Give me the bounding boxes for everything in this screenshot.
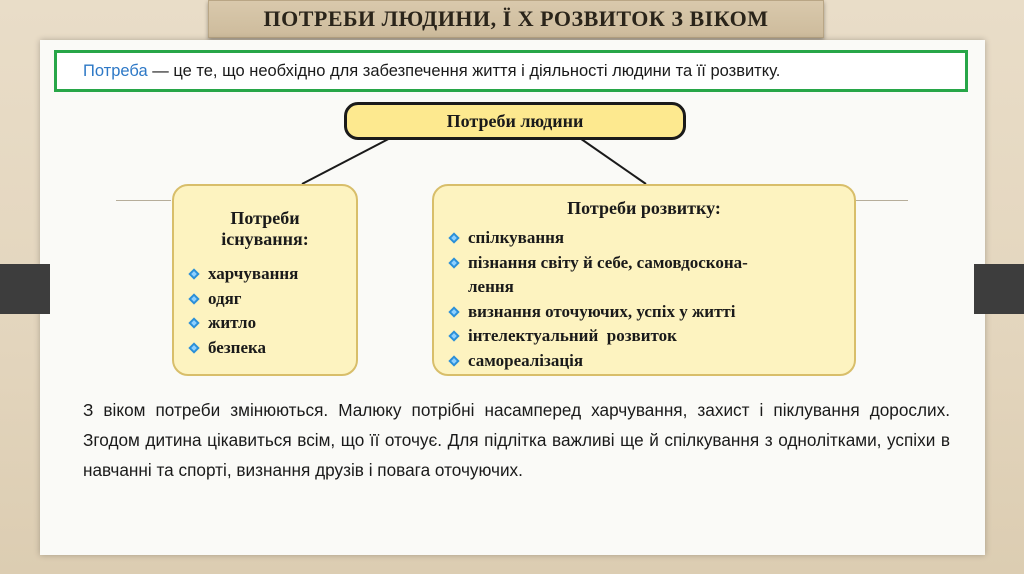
development-list [448,226,854,373]
existence-title [174,208,356,250]
diamond-bullet-icon [448,330,459,341]
development-title: Потреби розвитку: [567,198,721,218]
definition-box [54,50,968,92]
list-item [448,349,854,374]
needs-diagram [166,96,856,386]
list-item-text: інтелектуальний розвиток [468,326,677,345]
list-item-text: лення [468,277,514,296]
left-guide-line [116,200,171,201]
right-side-bar [974,264,1024,314]
existence-title-line1: Потреби [230,208,300,228]
diamond-bullet-icon [188,268,199,279]
existence-needs-card [172,184,358,376]
page-title: ПОТРЕБИ ЛЮДИНИ, Ї Х РОЗВИТОК З ВІКОМ [208,0,824,38]
list-item-text: визнання оточуючих, успіх у житті [468,301,736,321]
diamond-bullet-icon [188,342,199,353]
list-item-continuation [448,275,854,300]
existence-title-line2: існування: [221,229,309,249]
diamond-bullet-icon [448,355,459,366]
diamond-bullet-icon [188,317,199,328]
list-item-text: житло [208,313,257,332]
list-item [448,226,854,251]
list-item [448,251,854,276]
connector-right [574,134,646,184]
body-paragraph: З віком потреби змінюються. Малюку потрібні насамперед харчування, захист і піклування дорослих. Згодом дитина цікавиться всім, що її оточує. Для підлітка важливі ще й спілкування з однолітками, успіхи в навчанні та спорті, визнання друзів і повага оточуючих. [83,400,950,480]
connector-left [302,134,398,184]
diamond-bullet-icon [448,306,459,317]
existence-list [188,262,356,360]
list-item [448,300,854,325]
list-item [188,311,356,336]
definition-term: Потреба [83,62,148,80]
list-item [188,287,356,312]
list-item-text: спілкування [468,228,565,247]
diamond-bullet-icon [188,293,199,304]
right-guide-line [856,200,908,201]
list-item [188,336,356,361]
list-item [448,324,854,349]
list-item-text: харчування [208,264,299,283]
development-needs-card [432,184,856,376]
diamond-bullet-icon [448,232,459,243]
list-item-text: пізнання світу й себе, самовдоскона- [468,252,748,272]
list-item-text: одяг [208,288,242,308]
left-side-bar [0,264,50,314]
root-node: Потреби людини [344,102,686,140]
list-item-text: безпека [208,337,267,357]
diamond-bullet-icon [448,257,459,268]
list-item [188,262,356,287]
definition-text: — це те, що необхідно для забезпечення життя і діяльності людини та її розвитку. [147,62,781,80]
list-item-text: самореалізація [468,350,584,370]
